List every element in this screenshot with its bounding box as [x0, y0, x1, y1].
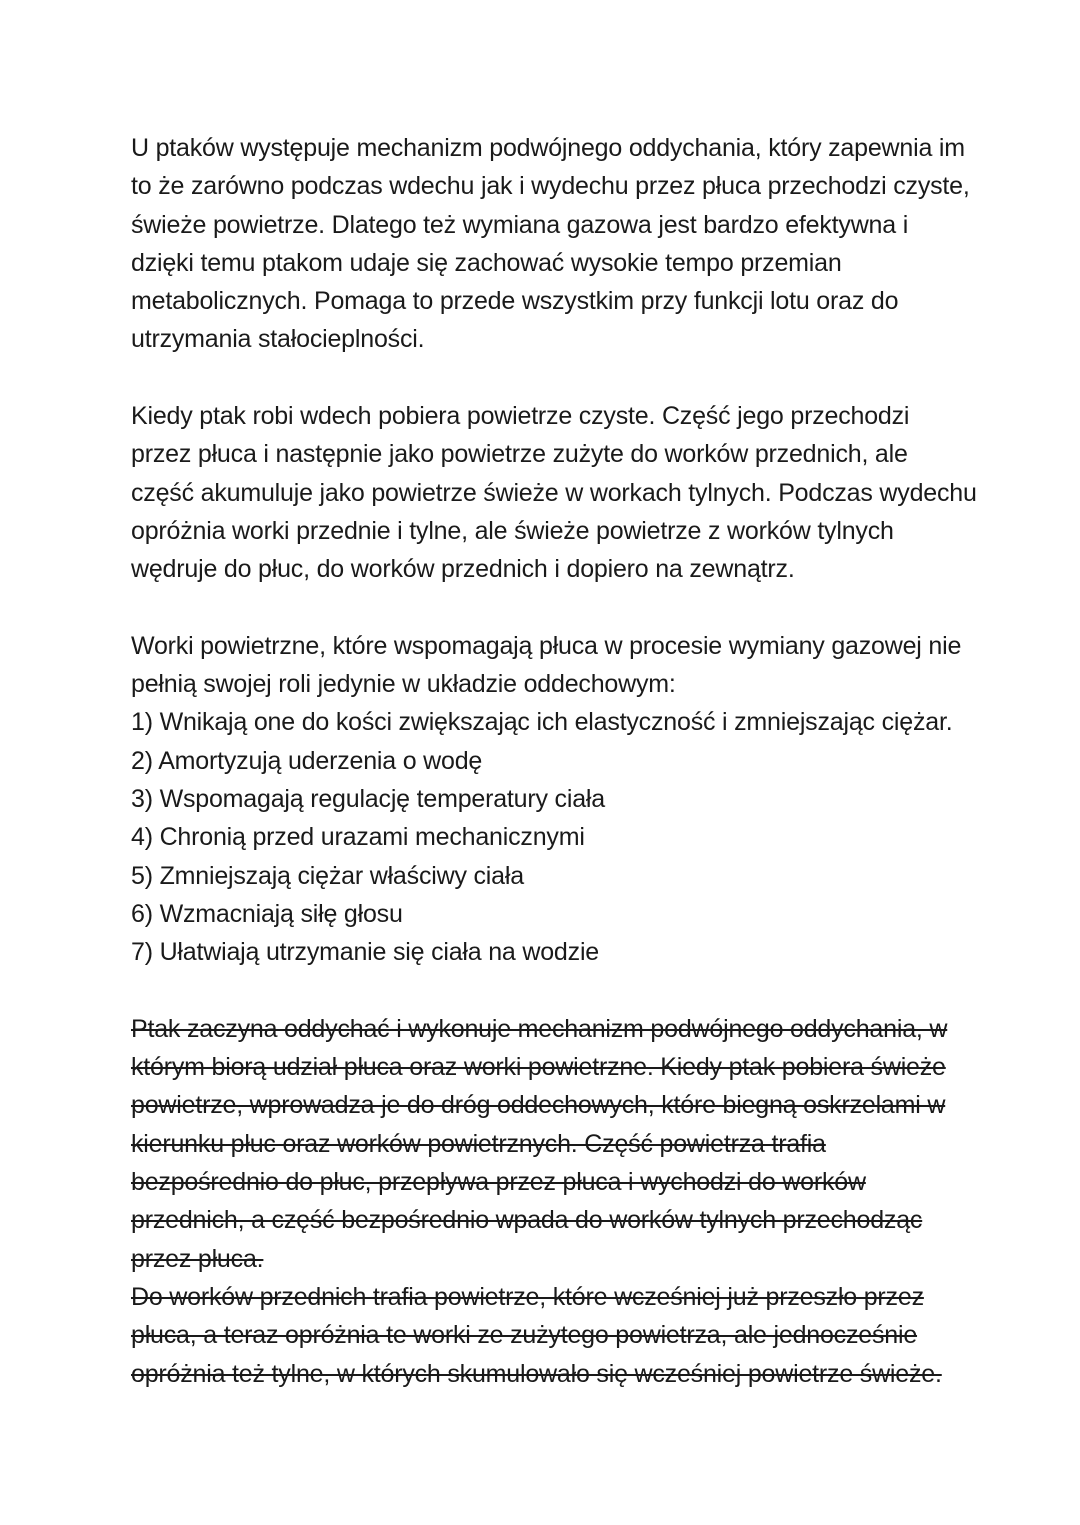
struck-paragraph-front-sacs — [131, 1278, 961, 1393]
paragraph-double-breathing — [131, 129, 970, 359]
paragraph-inhale-exhale — [131, 397, 977, 588]
struck-text-line: kierunku płuc oraz worków powietrznych. Część powietrza trafia — [131, 1129, 826, 1158]
paragraph-air-sacs-functions — [131, 627, 961, 972]
struck-text-line: płuca, a teraz opróżnia te worki ze zużytego powietrza, ale jednocześnie — [131, 1321, 918, 1350]
struck-text-line: opróżnia też tylne, w których skumulowało się wcześniej powietrze świeże. — [131, 1359, 942, 1388]
text-line: opróżnia worki przednie i tylne, ale świeże powietrze z worków tylnych — [131, 516, 894, 545]
text-line: Worki powietrzne, które wspomagają płuca w procesie wymiany gazowej nie — [131, 631, 962, 660]
text-line: świeże powietrze. Dlatego też wymiana gazowa jest bardzo efektywna i — [131, 210, 909, 239]
text-line: dzięki temu ptakom udaje się zachować wysokie tempo przemian — [131, 248, 842, 277]
text-line: utrzymania stałocieplności. — [131, 325, 425, 354]
list-item: 5) Zmniejszają ciężar właściwy ciała — [131, 861, 524, 890]
list-item: 2) Amortyzują uderzenia o wodę — [131, 746, 483, 775]
text-line: U ptaków występuje mechanizm podwójnego oddychania, który zapewnia im — [131, 134, 965, 162]
list-item: 1) Wnikają one do kości zwiększając ich elastyczność i zmniejszając ciężar. — [131, 708, 953, 737]
text-line: przez płuca i następnie jako powietrze zużyte do worków przednich, ale — [131, 440, 908, 469]
struck-text-line: przez płuca. — [131, 1244, 264, 1273]
struck-text-line: Ptak zaczyna oddychać i wykonuje mechanizm podwójnego oddychania, w — [131, 1014, 948, 1043]
text-line: metabolicznych. Pomaga to przede wszystkim przy funkcji lotu oraz do — [131, 287, 899, 316]
text-line: część akumuluje jako powietrze świeże w workach tylnych. Podczas wydechu — [131, 478, 977, 507]
struck-paragraph-breathing-process — [131, 1010, 961, 1278]
text-line: wędruje do płuc, do worków przednich i dopiero na zewnątrz. — [131, 555, 795, 584]
text-line: Kiedy ptak robi wdech pobiera powietrze czyste. Część jego przechodzi — [131, 402, 910, 431]
list-item: 6) Wzmacniają siłę głosu — [131, 899, 403, 928]
text-line: to że zarówno podczas wdechu jak i wydechu przez płuca przechodzi czyste, — [131, 172, 970, 201]
struck-text-line: którym biorą udział płuca oraz worki powietrzne. Kiedy ptak pobiera świeże — [131, 1053, 946, 1082]
list-item: 3) Wspomagają regulację temperatury ciała — [131, 785, 605, 814]
text-line: pełnią swojej roli jedynie w układzie oddechowym: — [131, 670, 676, 699]
struck-text-line: powietrze, wprowadza je do dróg oddechowych, które biegną oskrzelami w — [131, 1091, 946, 1120]
list-item: 7) Ułatwiają utrzymanie się ciała na wodzie — [131, 938, 599, 967]
struck-text-line: przednich, a część bezpośrednio wpada do worków tylnych przechodząc — [131, 1206, 923, 1235]
struck-text-line: Do worków przednich trafia powietrze, które wcześniej już przeszło przez — [131, 1282, 924, 1311]
struck-text-line: bezpośrednio do płuc, przepływa przez płuca i wychodzi do worków — [131, 1168, 866, 1197]
list-item: 4) Chronią przed urazami mechanicznymi — [131, 823, 585, 852]
document-body — [131, 129, 977, 1393]
